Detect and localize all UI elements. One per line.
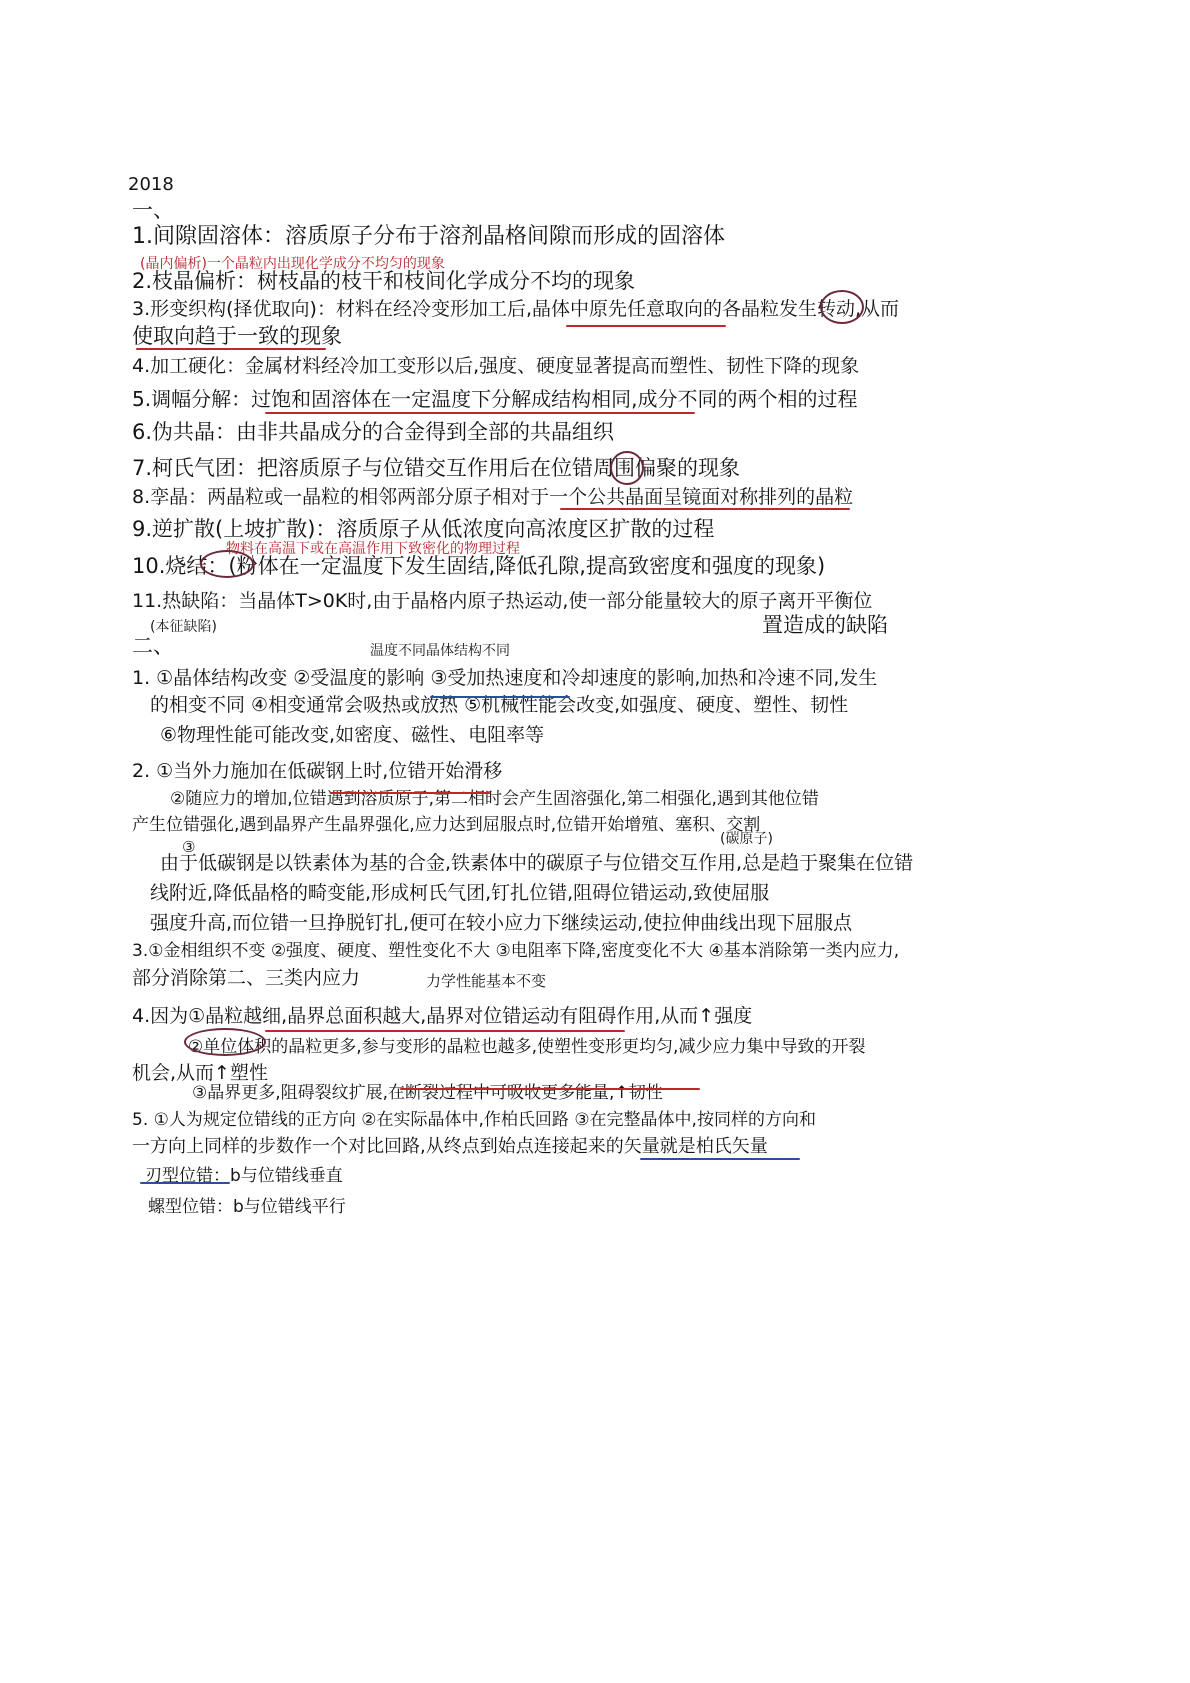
answer-line-9: 线附近,降低晶格的畸变能,形成柯氏气团,钉扎位错,阻碍位错运动,致使屈服 <box>150 882 770 904</box>
note-carbon-atom: (碳原子) <box>720 831 773 847</box>
red-underline <box>330 792 490 794</box>
circle-mark <box>610 451 644 485</box>
answer-line-6: 产生位错强化,遇到晶界产生晶界强化,应力达到屈服点时,位错开始增殖、塞积、交割 <box>132 815 761 835</box>
answer-line-16: ③晶界更多,阻碍裂纹扩展,在断裂过程中可吸收更多能量,↑韧性 <box>192 1083 663 1103</box>
answer-line-13: 4.因为①晶粒越细,晶界总面积越大,晶界对位错运动有阻碍作用,从而↑强度 <box>132 1005 753 1027</box>
definition-item-3: 3.形变织构(择优取向)：材料在经冷变形加工后,晶体中原先任意取向的各晶粒发生转动,从而 <box>132 298 900 320</box>
answer-line-10: 强度升高,而位错一旦挣脱钉扎,便可在较小应力下继续运动,使拉伸曲线出现下屈服点 <box>150 912 853 934</box>
definition-item-11: 11.热缺陷：当晶体T>0K时,由于晶格内原子热运动,使一部分能量较大的原子离开平衡位 <box>132 590 873 612</box>
definition-item-2: 2.枝晶偏析：树枝晶的枝干和枝间化学成分不均的现象 <box>132 269 636 293</box>
definition-item-11-cont: 置造成的缺陷 <box>762 613 888 637</box>
blue-underline <box>640 1158 800 1160</box>
definition-item-9: 9.逆扩散(上坡扩散)：溶质原子从低浓度向高浓度区扩散的过程 <box>132 517 715 541</box>
red-underline <box>566 325 726 327</box>
note-item9: 物料在高温下或在高温作用下致密化的物理过程 <box>226 541 520 557</box>
answer-line-11: 3.①金相组织不变 ②强度、硬度、塑性变化不大 ③电阻率下降,密度变化不大 ④基本消除第一类内应力, <box>132 941 900 961</box>
red-underline <box>400 1088 700 1090</box>
circle-mark <box>200 550 254 578</box>
red-underline <box>136 348 326 350</box>
definition-item-1: 1.间隙固溶体：溶质原子分布于溶剂晶格间隙而形成的固溶体 <box>132 224 725 249</box>
definition-item-3-cont: 使取向趋于一致的现象 <box>132 324 342 348</box>
red-underline <box>265 1030 625 1032</box>
answer-line-3: ⑥物理性能可能改变,如密度、磁性、电阻率等 <box>160 724 545 746</box>
red-underline <box>265 412 695 414</box>
answer-line-18: 一方向上同样的步数作一个对比回路,从终点到始点连接起来的矢量就是柏氏矢量 <box>132 1136 768 1157</box>
blue-underline <box>430 696 570 698</box>
circle-mark <box>820 290 864 324</box>
red-underline <box>560 508 850 510</box>
definition-item-6: 6.伪共晶：由非共晶成分的合金得到全部的共晶组织 <box>132 420 615 444</box>
answer-line-7: ③ <box>182 838 196 856</box>
definition-item-7: 7.柯氏气团：把溶质原子与位错交互作用后在位错周围偏聚的现象 <box>132 456 741 480</box>
year-label: 2018 <box>128 174 174 195</box>
answer-line-20: 螺型位错：b与位错线平行 <box>148 1197 346 1217</box>
answer-line-5: ②随应力的增加,位错遇到溶质原子,第二相时会产生固溶强化,第二相强化,遇到其他位错 <box>170 789 819 809</box>
answer-line-15: 机会,从而↑塑性 <box>132 1062 268 1084</box>
note-item11: (本征缺陷) <box>150 619 217 635</box>
answer-line-4: 2. ①当外力施加在低碳钢上时,位错开始滑移 <box>132 760 503 782</box>
note-section2: 温度不同晶体结构不同 <box>370 643 510 659</box>
definition-item-5: 5.调幅分解：过饱和固溶体在一定温度下分解成结构相同,成分不同的两个相的过程 <box>132 387 858 411</box>
blue-underline <box>140 1182 230 1184</box>
definition-item-10: 10.烧结：(粉体在一定温度下发生固结,降低孔隙,提高致密度和强度的现象) <box>132 554 826 578</box>
answer-line-14: ②单位体积的晶粒更多,参与变形的晶粒也越多,使塑性变形更均匀,减少应力集中导致的开裂 <box>188 1037 866 1057</box>
answer-line-1: 1. ①晶体结构改变 ②受温度的影响 ③受加热速度和冷却速度的影响,加热和冷速不同,发生 <box>132 667 878 689</box>
section1-heading: 一、 <box>132 198 174 222</box>
circle-mark <box>184 1028 266 1056</box>
section2-heading: 二、 <box>132 634 174 658</box>
note-item2: (晶内偏析)一个晶粒内出现化学成分不均匀的现象 <box>140 256 445 272</box>
definition-item-4: 4.加工硬化：金属材料经冷加工变形以后,强度、硬度显著提高而塑性、韧性下降的现象 <box>132 355 860 377</box>
answer-line-2: 的相变不同 ④相变通常会吸热或放热 ⑤机械性能会改变,如强度、硬度、塑性、韧性 <box>150 694 849 716</box>
answer-line-19: 刃型位错：b与位错线垂直 <box>145 1166 343 1186</box>
answer-line-12: 部分消除第二、三类内应力 <box>132 967 361 989</box>
answer-line-17: 5. ①人为规定位错线的正方向 ②在实际晶体中,作柏氏回路 ③在完整晶体中,按同样的方向和 <box>132 1110 816 1130</box>
definition-item-8: 8.孪晶：两晶粒或一晶粒的相邻两部分原子相对于一个公共晶面呈镜面对称排列的晶粒 <box>132 486 854 508</box>
answer-line-8: 由于低碳钢是以铁素体为基的合金,铁素体中的碳原子与位错交互作用,总是趋于聚集在位错 <box>160 852 914 874</box>
note-mechanical-props: 力学性能基本不变 <box>426 972 547 990</box>
